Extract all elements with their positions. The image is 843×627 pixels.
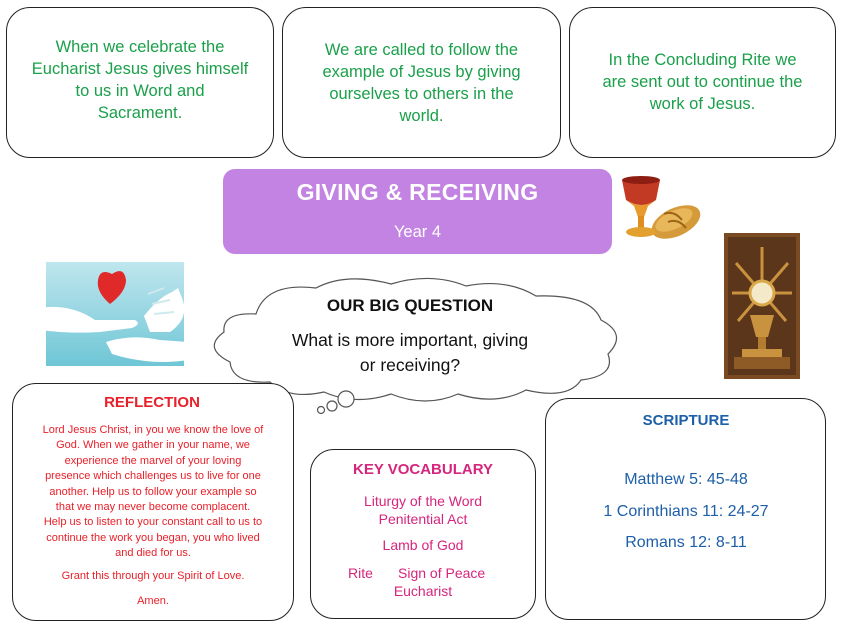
scripture-ref: 1 Corinthians 11: 24-27 <box>603 503 769 520</box>
vocab-item: Lamb of God <box>382 537 464 553</box>
scripture-heading: SCRIPTURE <box>642 412 730 429</box>
page-title: GIVING & RECEIVING <box>296 179 539 205</box>
chalice-bread-image <box>616 170 704 242</box>
vocab-item: Rite <box>348 565 373 581</box>
vocab-item: Penitential Act <box>378 511 468 527</box>
scripture-ref: Matthew 5: 45-48 <box>624 471 748 488</box>
info-text-concluding-rite: In the Concluding Rite we are sent out to continue the work of Jesus. <box>602 51 803 113</box>
key-vocabulary-heading: KEY VOCABULARY <box>352 461 494 478</box>
monstrance-altar-image <box>724 233 800 379</box>
info-text-follow-jesus: We are called to follow the example of Jesus by giving ourselves to others in the world. <box>322 41 521 125</box>
reflection-prayer: Lord Jesus Christ, in you we know the love of God. When we gather in your name, we experience the marvel of your loving presence which challenges us to live for one another. Help us to follow your example so that we may never become complacent. Help us to listen to your constant call to us to continue the work you began, you who lived and died for us. <box>42 424 264 560</box>
big-question-text: What is more important, giving or receiving? <box>291 330 529 375</box>
reflection-heading: REFLECTION <box>104 394 200 411</box>
vocab-item: Eucharist <box>393 583 453 599</box>
vocab-item: Sign of Peace <box>398 565 486 581</box>
reflection-closing: Grant this through your Spirit of Love. <box>61 570 245 582</box>
vocab-item: Liturgy of the Word <box>363 493 483 509</box>
big-question-heading: OUR BIG QUESTION <box>326 296 494 315</box>
giving-hands-heart-image <box>40 258 188 368</box>
info-text-eucharist: When we celebrate the Eucharist Jesus gives himself to us in Word and Sacrament. <box>31 38 249 122</box>
reflection-amen: Amen. <box>137 595 169 607</box>
title-banner <box>223 169 612 254</box>
scripture-ref: Romans 12: 8-11 <box>625 534 747 551</box>
year-label: Year 4 <box>393 223 442 241</box>
